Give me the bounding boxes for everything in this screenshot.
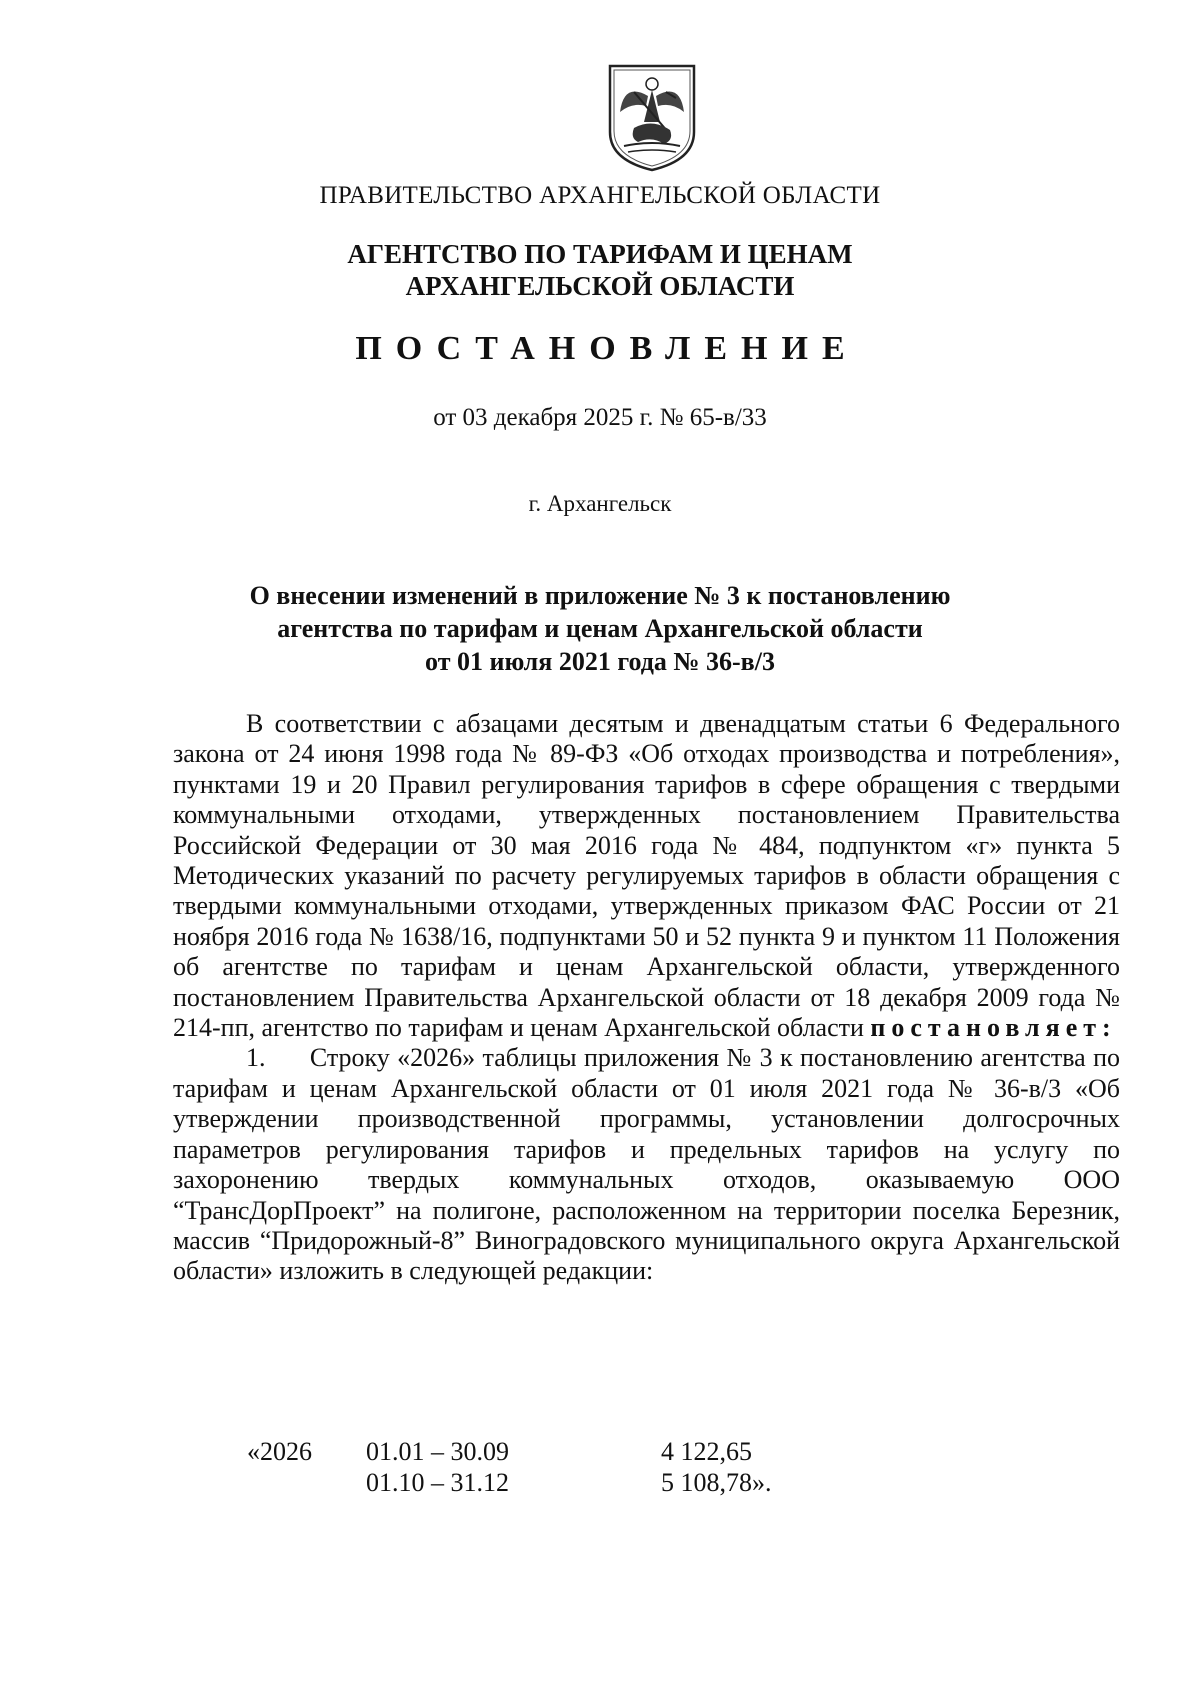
item-1-paragraph: 1. Строку «2026» таблицы приложения № 3 к постановлению агентства по тарифам и ценам Архангельской области от 01 июля 2021 года № 36-в/3 «Об утверждении производственной программы, установлении долгосрочных параметров регулирования тарифов и предельных тарифов на услугу по захоронению твердых коммунальных отходов, оказываемую ООО “ТрансДорПроект” на полигоне, расположенном на территории поселка Березник, массив “Придорожный-8” Виноградовского муниципального округа Архангельской области» изложить в следующей редакции: — [173, 1043, 1127, 1286]
document-type: ПОСТАНОВЛЕНИЕ — [355, 330, 859, 367]
table-values — [661, 1436, 772, 1498]
preamble-text: В соответствии с абзацами десятым и двенадцатым статьи 6 Федерального закона от 24 июня 1998 года № 89-ФЗ «Об отходах производства и потребления», пунктами 19 и 20 Правил регулирования тарифов в сфере обращения с твердыми коммунальными отходами, утвержденных постановлением Правительства Российской Федерации от 30 мая 2016 года № 484, подпунктом «г» пункта 5 Методических указаний по расчету регулируемых тарифов в области обращения с твердыми коммунальными отходами, утвержденных приказом ФАС России от 21 ноября 2016 года № 1638/16, подпунктами 50 и 52 пункта 9 и пунктом 11 Положения об агентстве по тарифам и ценам Архангельской области, утвержденного постановлением Правительства Архангельской области от 18 декабря 2009 года № 214-пп, агентство по тарифам и ценам Архангельской области — [173, 709, 1120, 1043]
document-date-number: от 03 декабря 2025 г. № 65-в/33 — [433, 404, 767, 431]
table-row-value: 5 108,78». — [661, 1468, 772, 1497]
document-city: г. Архангельск — [528, 491, 672, 516]
subject-line1: О внесении изменений в приложение № 3 к постановлению — [249, 581, 951, 610]
agency-name-line1: АГЕНТСТВО ПО ТАРИФАМ И ЦЕНАМ — [347, 239, 853, 269]
subject-line3: от 01 июля 2021 года № 36-в/3 — [425, 647, 775, 676]
coat-of-arms-icon — [604, 62, 700, 174]
government-name: ПРАВИТЕЛЬСТВО АРХАНГЕЛЬСКОЙ ОБЛАСТИ — [319, 182, 881, 209]
agency-name — [0, 238, 1200, 302]
document-subject — [0, 579, 1200, 678]
table-row-value: 4 122,65 — [661, 1437, 752, 1466]
subject-line2: агентства по тарифам и ценам Архангельской области — [277, 614, 923, 643]
table-row-period: 01.10 – 31.12 — [366, 1468, 509, 1497]
table-year: «2026 — [247, 1437, 312, 1466]
table-row-period: 01.01 – 30.09 — [366, 1437, 509, 1466]
preamble-paragraph — [173, 709, 1120, 1043]
table-periods — [366, 1436, 509, 1498]
agency-name-line2: АРХАНГЕЛЬСКОЙ ОБЛАСТИ — [405, 271, 795, 301]
document-body — [173, 709, 1127, 1287]
resolves-word: постановляет: — [870, 1013, 1117, 1043]
